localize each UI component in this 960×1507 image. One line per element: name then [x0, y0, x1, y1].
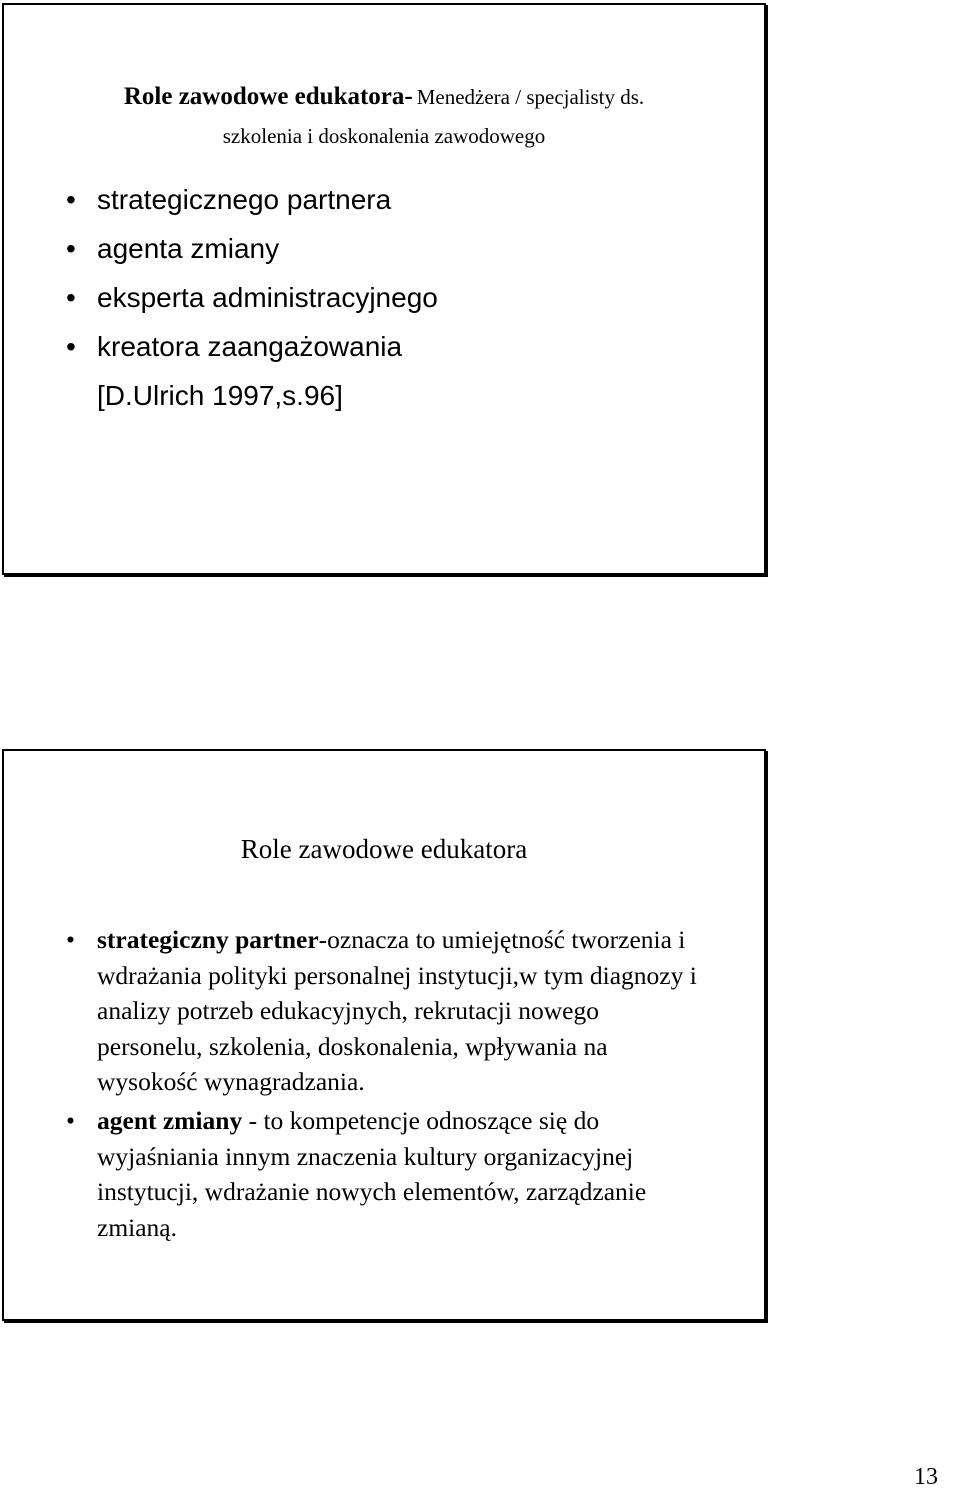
- list-item: [66, 175, 626, 224]
- list-item: [66, 273, 626, 322]
- bullet-icon: •: [66, 1105, 75, 1135]
- list-item-text: eksperta administracyjnego: [97, 282, 438, 313]
- bullet-icon: •: [66, 925, 75, 954]
- list-item-text: kreatora zaangażowania [D.Ulrich 1997,s.96]: [97, 331, 403, 411]
- list-item-term: strategiczny partner: [97, 925, 319, 954]
- list-item: [66, 1103, 706, 1245]
- slide-2-bullet-list: [66, 922, 706, 1248]
- list-item-text: -oznacza to umiejętność tworzenia i wdrażania polityki personalnej instytucji,w tym diagnozy i analizy potrzeb edukacyjnych, rekrutacji nowego personelu, szkolenia, doskonalenia, wpływania na wysokość wynagradzania.: [97, 925, 697, 1097]
- page-number: 13: [914, 1464, 938, 1490]
- list-item: [66, 922, 706, 1100]
- bullet-icon: •: [66, 233, 76, 264]
- slide-1-title: [4, 79, 764, 157]
- slide-1-bullet-list: [66, 175, 626, 420]
- slide-2: [2, 749, 766, 1321]
- list-item-text: agenta zmiany: [97, 233, 280, 264]
- list-item: [66, 322, 626, 420]
- bullet-icon: •: [66, 282, 76, 313]
- bullet-icon: •: [66, 184, 76, 215]
- slide-2-title: Role zawodowe edukatora: [240, 834, 528, 864]
- list-item-text: strategicznego partnera: [97, 184, 392, 215]
- list-item-term: agent zmiany: [97, 1105, 243, 1135]
- slide-1-title-rest-line2: szkolenia i doskonalenia zawodowego: [222, 124, 546, 148]
- slide-1: [2, 3, 766, 575]
- slide-1-title-bold: Role zawodowe edukatora-: [123, 83, 413, 110]
- list-item: [66, 224, 626, 273]
- bullet-icon: •: [66, 331, 76, 362]
- list-item-text: - to kompetencje odnoszące się do wyjaśniania innym znaczenia kultury organizacyjnej instytucji, wdrażanie nowych elementów, zarządzanie zmianą.: [97, 1105, 647, 1242]
- slide-1-title-rest-line1: Menedżera / specjalisty ds.: [416, 85, 645, 109]
